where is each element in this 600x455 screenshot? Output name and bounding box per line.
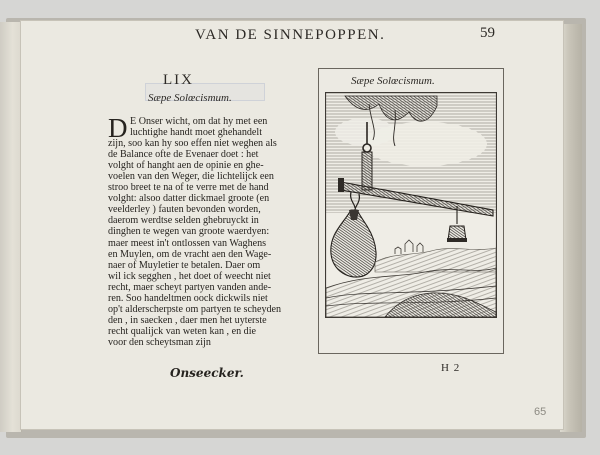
body-line: op't alderscherpste om partyen te scheyden (108, 303, 282, 315)
cloud (335, 118, 395, 146)
body-line: luchtighe handt moet ghehandelt (130, 127, 263, 139)
body-line: ren. Soo handeltmen oock dickwils niet (108, 292, 268, 304)
pencil-number: 65 (534, 406, 547, 418)
body-line: en Muylen, om de vracht aen den Wage- (108, 248, 272, 260)
body-line: daerom werdtse selden ghebruyckt in (108, 215, 259, 227)
emblem-motto: Sæpe Solœcismum. (148, 92, 232, 104)
body-line: de Balance ofte de Evenaer doet : het (108, 149, 259, 161)
page-number: 59 (480, 25, 495, 41)
counterweight-base (447, 238, 467, 242)
running-head: VAN DE SINNEPOPPEN. (195, 27, 386, 43)
body-line: veelderley ) fauten bevonden worden, (108, 204, 261, 216)
body-line: wil ick segghen , het doet of weecht niet (108, 270, 271, 282)
counterweight (448, 226, 466, 240)
body-line: dinghen te wegen van groote waerdyen: (108, 226, 270, 238)
emblem-body-text (108, 113, 294, 348)
steelyard-engraving (325, 92, 497, 318)
body-line: stroo breet te na of te verre met de hand (108, 182, 269, 194)
signature-mark: H 2 (441, 362, 461, 374)
body-line: recht, maer scheyt partyen vanden ande- (108, 281, 272, 293)
body-line: naer of Muyletier te betalen. Daer om (108, 259, 261, 271)
drop-initial: D (108, 113, 128, 143)
body-line: recht qualijck van weten kan , en die (108, 325, 256, 337)
plate-motto: Sæpe Solœcismum. (351, 75, 435, 87)
fulcrum-block (362, 152, 372, 190)
body-line: den , in saecken , daer men het uyterste (108, 314, 267, 326)
body-line: voor den scheytsman zijn (108, 336, 211, 348)
body-line: volght: alsoo datter dickmael groote (en (108, 193, 270, 205)
body-line: maer meest in't ontlossen van Waghens (108, 237, 267, 249)
body-line: zijn, soo kan hy soo effen niet weghen als (108, 138, 277, 150)
body-line: volght of hanght aen de opinie en ghe- (108, 160, 264, 172)
body-line: E Onser wicht, om dat hy met een (130, 116, 268, 127)
catchword: Onseecker. (170, 366, 244, 380)
emblem-number: LIX (163, 72, 194, 88)
left-page-edge (0, 22, 22, 432)
beam-end (338, 178, 344, 192)
body-line: voelen van den Weger, die lichtelijck een (108, 171, 274, 183)
